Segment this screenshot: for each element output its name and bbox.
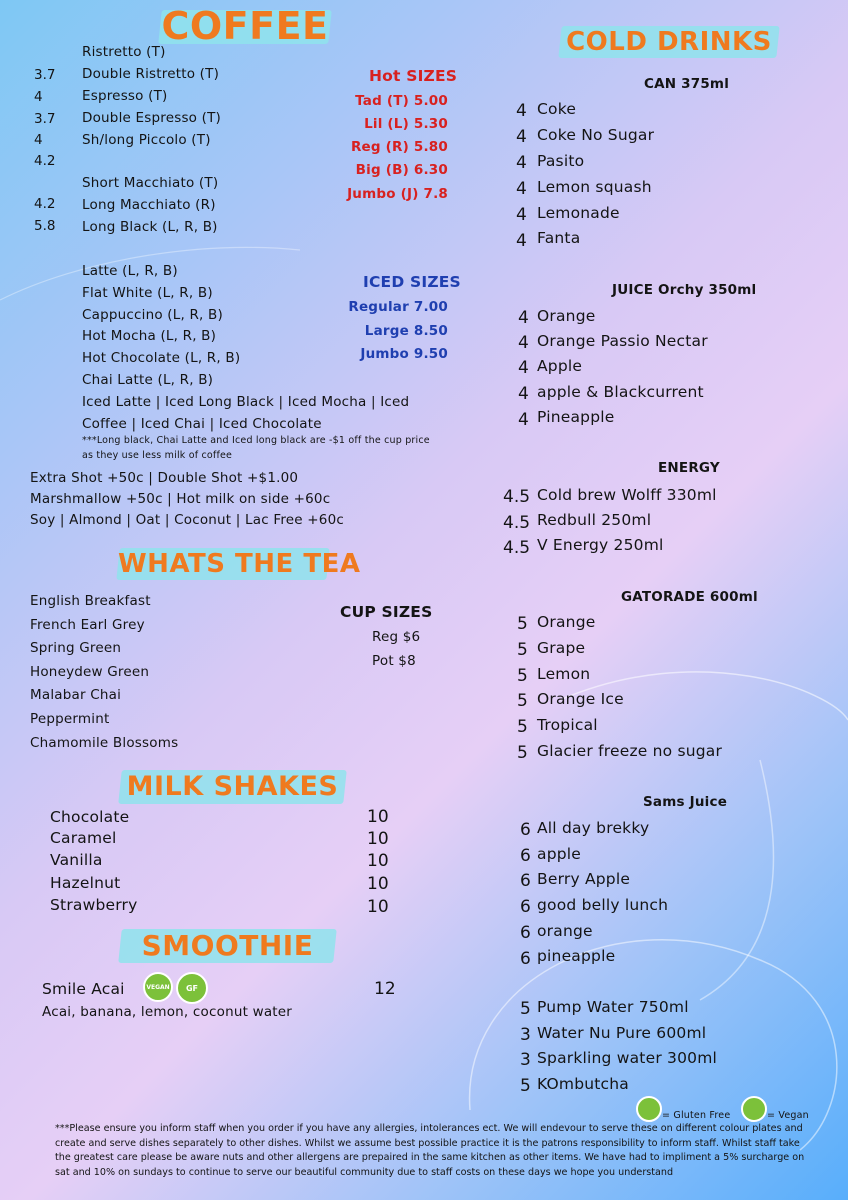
price: 4 xyxy=(516,205,527,225)
smoothie-description: Acai, banana, lemon, coconut water xyxy=(42,1004,293,1020)
coffee-note: ***Long black, Chai Latte and Iced long black are -$1 off the cup price xyxy=(82,435,430,446)
cup-sizes-title: CUP SIZES xyxy=(340,603,433,621)
drink-item: Cold brew Wolff 330ml xyxy=(537,486,717,504)
hot-size: Reg (R) 5.80 xyxy=(350,139,448,155)
milkshake-price: 10 xyxy=(367,807,389,827)
drink-item: Pasito xyxy=(537,152,585,170)
tea-heading: WHATS THE TEA xyxy=(118,549,361,579)
drink-item: Water Nu Pure 600ml xyxy=(537,1024,707,1042)
hot-size: Tad (T) 5.00 xyxy=(355,93,448,109)
hot-size: Jumbo (J) 7.8 xyxy=(347,186,448,202)
tea-item: Chamomile Blossoms xyxy=(30,735,179,751)
smoothie-price: 12 xyxy=(374,979,396,999)
milk-coffee-item: Chai Latte (L, R, B) xyxy=(82,372,214,388)
price: 5 xyxy=(517,717,528,737)
price: 4 xyxy=(516,101,527,121)
extras-line: Soy | Almond | Oat | Coconut | Lac Free +60c xyxy=(30,512,344,528)
extras-line: Extra Shot +50c | Double Shot +$1.00 xyxy=(30,470,299,486)
drink-item: Berry Apple xyxy=(537,870,631,888)
milk-coffee-item: Flat White (L, R, B) xyxy=(82,285,213,301)
drink-item: Lemon xyxy=(537,665,591,683)
price: 3 xyxy=(520,1050,531,1070)
price: 6 xyxy=(520,820,531,840)
gluten-free-icon xyxy=(636,1096,662,1122)
hot-size: Lil (L) 5.30 xyxy=(364,116,448,132)
price: 4 xyxy=(518,358,529,378)
coffee-item: Sh/long Piccolo (T) xyxy=(82,132,211,148)
drink-item: Orange Passio Nectar xyxy=(537,332,708,350)
drink-item: Orange xyxy=(537,613,596,631)
milkshake-price: 10 xyxy=(367,829,389,849)
gluten-free-icon: GF xyxy=(176,972,208,1004)
section-title: Sams Juice xyxy=(643,794,728,810)
drink-item: Pineapple xyxy=(537,408,615,426)
milkshake-item: Caramel xyxy=(50,829,117,847)
iced-sizes-title: ICED SIZES xyxy=(363,273,461,291)
drink-item: Redbull 250ml xyxy=(537,511,652,529)
tea-item: English Breakfast xyxy=(30,593,151,609)
price: 6 xyxy=(520,846,531,866)
cup-size: Pot $8 xyxy=(372,653,416,669)
coffee-note: as they use less milk of coffee xyxy=(82,450,233,461)
price: 6 xyxy=(520,871,531,891)
drink-item: Glacier freeze no sugar xyxy=(537,742,723,760)
drink-item: apple xyxy=(537,845,582,863)
milkshake-price: 10 xyxy=(367,874,389,894)
drink-item: KOmbutcha xyxy=(537,1075,629,1093)
coffee-item: Double Espresso (T) xyxy=(82,110,222,126)
milk-coffee-item: Hot Chocolate (L, R, B) xyxy=(82,350,241,366)
iced-coffee-line: Iced Latte | Iced Long Black | Iced Mocha | Iced xyxy=(82,394,410,410)
drink-item: Lemonade xyxy=(537,204,620,222)
tea-item: Spring Green xyxy=(30,640,122,656)
drink-item: pineapple xyxy=(537,947,616,965)
vegan-icon xyxy=(741,1096,767,1122)
tea-item: French Earl Grey xyxy=(30,617,145,633)
milkshake-item: Strawberry xyxy=(50,896,138,914)
milk-coffee-item: Cappuccino (L, R, B) xyxy=(82,307,223,323)
cold-drinks-heading: COLD DRINKS xyxy=(560,20,778,64)
smoothie-heading: SMOOTHIE xyxy=(120,925,335,967)
price: 4.2 xyxy=(34,196,56,212)
price: 5 xyxy=(517,640,528,660)
drink-item: apple & Blackcurrent xyxy=(537,383,704,401)
cup-size: Reg $6 xyxy=(372,629,421,645)
price: 4 xyxy=(518,410,529,430)
section-title: JUICE Orchy 350ml xyxy=(612,282,757,298)
coffee-item: Ristretto (T) xyxy=(82,44,166,60)
drink-item: Coke xyxy=(537,100,577,118)
price: 5 xyxy=(520,1076,531,1096)
smoothie-item: Smile Acai xyxy=(42,980,125,998)
drink-item: Fanta xyxy=(537,229,581,247)
price: 4 xyxy=(34,89,43,105)
iced-size: Regular 7.00 xyxy=(348,299,448,315)
drink-item: All day brekky xyxy=(537,819,650,837)
coffee-item: Short Macchiato (T) xyxy=(82,175,219,191)
price: 4 xyxy=(516,153,527,173)
price: 4 xyxy=(518,308,529,328)
drink-item: Lemon squash xyxy=(537,178,652,196)
legend-gluten-free: = Gluten Free xyxy=(662,1110,731,1121)
drink-item: V Energy 250ml xyxy=(537,536,664,554)
iced-coffee-line: Coffee | Iced Chai | Iced Chocolate xyxy=(82,416,322,432)
tea-item: Malabar Chai xyxy=(30,687,122,703)
tea-item: Peppermint xyxy=(30,711,110,727)
milkshake-price: 10 xyxy=(367,897,389,917)
drink-item: Grape xyxy=(537,639,586,657)
drink-item: Apple xyxy=(537,357,583,375)
price: 6 xyxy=(520,923,531,943)
price: 5 xyxy=(517,614,528,634)
hot-size: Big (B) 6.30 xyxy=(355,162,448,178)
section-title: CAN 375ml xyxy=(644,76,730,92)
tea-item: Honeydew Green xyxy=(30,664,150,680)
milkshakes-heading: MILK SHAKES xyxy=(120,765,345,809)
coffee-item: Espresso (T) xyxy=(82,88,168,104)
price: 5 xyxy=(520,999,531,1019)
iced-size: Large 8.50 xyxy=(364,323,448,339)
price: 5 xyxy=(517,743,528,763)
drink-item: Tropical xyxy=(537,716,598,734)
drink-item: Orange Ice xyxy=(537,690,624,708)
price: 4.5 xyxy=(503,538,531,558)
price: 5 xyxy=(517,666,528,686)
milkshake-item: Chocolate xyxy=(50,808,130,826)
drink-item: Orange xyxy=(537,307,596,325)
drink-item: orange xyxy=(537,922,593,940)
price: 3 xyxy=(520,1025,531,1045)
milk-coffee-item: Hot Mocha (L, R, B) xyxy=(82,328,217,344)
drink-item: good belly lunch xyxy=(537,896,669,914)
iced-size: Jumbo 9.50 xyxy=(360,346,448,362)
extras-line: Marshmallow +50c | Hot milk on side +60c xyxy=(30,491,331,507)
coffee-item: Double Ristretto (T) xyxy=(82,66,220,82)
price: 4 xyxy=(516,231,527,251)
vegan-icon: VEGAN xyxy=(143,972,173,1002)
drink-item: Pump Water 750ml xyxy=(537,998,689,1016)
coffee-item: Long Macchiato (R) xyxy=(82,197,216,213)
allergy-footer: ***Please ensure you inform staff when you order if you have any allergies, intolerances ect. We will endevour to serve these on different colour plates and create and serve dishes separately to other dishes. Whilst we assume best possible practice it is the patrons responsibility to inform staff. Whilst staff take the greatest care please be aware nuts and other allergens are prepaired in the same kitchen as other items. We have had to impliment a 5% surcharge on sat and 10% on sundays to continue to serve our beautiful community due to staff costs on these days we hope you understand xyxy=(55,1123,805,1178)
section-title: GATORADE 600ml xyxy=(621,589,758,605)
hot-sizes-title: Hot SIZES xyxy=(369,67,458,85)
legend-vegan: = Vegan xyxy=(767,1110,809,1121)
price: 3.7 xyxy=(34,111,56,127)
price: 4 xyxy=(518,333,529,353)
price: 4.2 xyxy=(34,153,56,169)
drink-item: Coke No Sugar xyxy=(537,126,655,144)
drink-item: Sparkling water 300ml xyxy=(537,1049,718,1067)
coffee-item: Long Black (L, R, B) xyxy=(82,219,218,235)
price: 4.5 xyxy=(503,487,531,507)
section-title: ENERGY xyxy=(658,460,720,476)
milk-coffee-item: Latte (L, R, B) xyxy=(82,263,178,279)
price: 5 xyxy=(517,691,528,711)
price: 4 xyxy=(518,384,529,404)
price: 6 xyxy=(520,897,531,917)
price: 4 xyxy=(516,179,527,199)
price: 6 xyxy=(520,949,531,969)
price: 5.8 xyxy=(34,218,56,234)
milkshake-price: 10 xyxy=(367,851,389,871)
coffee-heading: COFFEE xyxy=(160,4,330,48)
price: 3.7 xyxy=(34,67,56,83)
price: 4 xyxy=(516,127,527,147)
price: 4 xyxy=(34,132,43,148)
milkshake-item: Vanilla xyxy=(50,851,103,869)
milkshake-item: Hazelnut xyxy=(50,874,121,892)
price: 4.5 xyxy=(503,513,531,533)
